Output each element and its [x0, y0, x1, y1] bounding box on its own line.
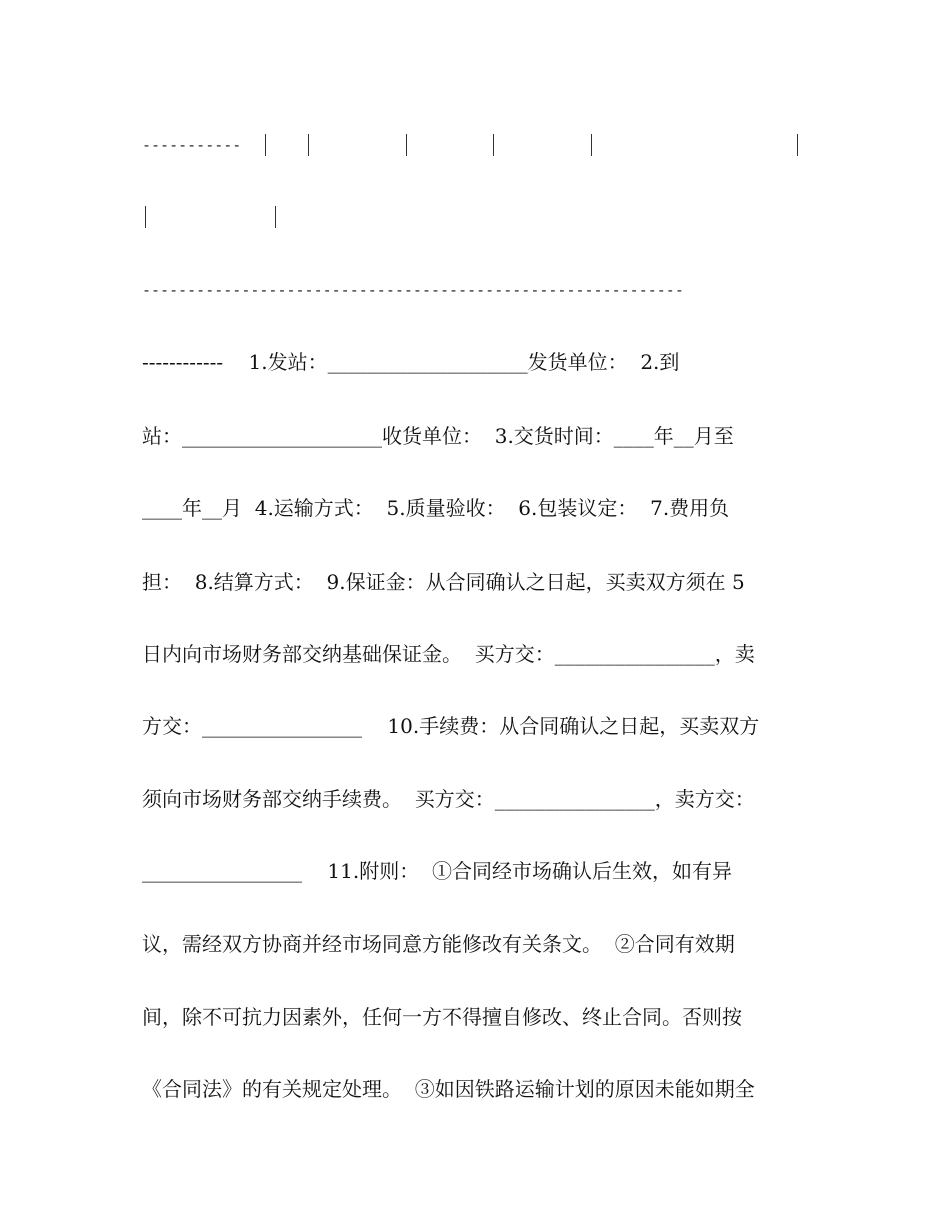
contract-text-line: 间，除不可抗力因素外，任何一方不得擅自修改、终止合同。否则按: [142, 1005, 742, 1029]
contract-text-line: 方交：________________ 10.手续费：从合同确认之日起，买卖双方: [142, 714, 760, 738]
contract-text-line: 站：____________________收货单位： 3.交货时间：____年__月至: [142, 424, 734, 448]
table-cell-divider: [797, 134, 798, 156]
table-bottom-rule: ------------------------------------------------------------: [142, 281, 684, 299]
contract-text-line: ____年__月 4.运输方式： 5.质量验收： 6.包装议定： 7.费用负: [142, 496, 730, 520]
contract-text-line: ________________ 11.附则： ①合同经市场确认后生效，如有异: [142, 859, 732, 883]
contract-text-line: 须向市场财务部交纳手续费。 买方交：________________，卖方交：: [142, 787, 755, 811]
contract-text-line: 日内向市场财务部交纳基础保证金。 买方交：________________，卖: [142, 642, 755, 666]
table-cell-divider: [265, 134, 266, 156]
contract-text-line: ------------ 1.发站：____________________发货单位： 2.到: [142, 350, 680, 374]
contract-text-line: 《合同法》的有关规定处理。 ③如因铁路运输计划的原因未能如期全: [142, 1077, 755, 1101]
table-cell-divider: [493, 134, 494, 156]
table-border-dashes: -----------: [142, 136, 242, 154]
table-cell-divider: [308, 134, 309, 156]
table-cell-divider: [406, 134, 407, 156]
contract-text-line: 担： 8.结算方式： 9.保证金：从合同确认之日起，买卖双方须在 5: [142, 570, 745, 594]
table-cell-divider: [145, 206, 146, 228]
table-cell-divider: [275, 206, 276, 228]
contract-text-line: 议，需经双方协商并经市场同意方能修改有关条文。 ②合同有效期: [142, 932, 735, 956]
table-cell-divider: [591, 134, 592, 156]
